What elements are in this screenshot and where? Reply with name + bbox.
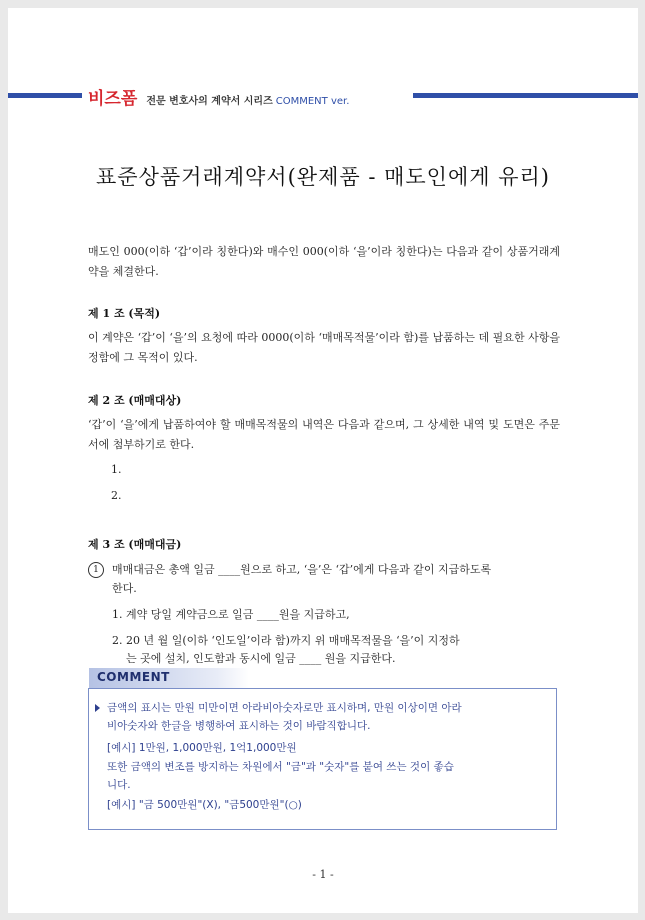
article-1-body: 이 계약은 ‘갑’이 ‘을’의 요청에 따라 0000(이하 ‘매매목적물’이라 함)를 납품하는 데 필요한 사항을 정함에 그 목적이 있다.: [88, 331, 560, 364]
article-2-item-2: 2.: [111, 489, 122, 502]
circle-item-line1: 매매대금은 총액 일금 ____원으로 하고, ‘을’은 ‘갑’에게 다음과 같이 지급하도록: [112, 563, 492, 576]
document-title: 표준상품거래계약서(완제품 - 매도인에게 유리): [96, 165, 550, 189]
comment-line-5: 니다.: [107, 779, 131, 791]
sub-item-1-text: 계약 당일 계약금으로 일금 ____원을 지급하고,: [126, 608, 350, 621]
header-bar-right: [413, 93, 638, 98]
comment-line-2: 비아숫자와 한글을 병행하여 표시하는 것이 바람직합니다.: [107, 720, 371, 732]
circle-number-marker: 1: [88, 562, 104, 578]
comment-tag: [89, 668, 249, 688]
article-3-heading: 제 3 조 (매매대금): [88, 538, 182, 551]
page-number: - 1 -: [312, 868, 334, 881]
article-3-circle-item: [88, 560, 560, 579]
article-3-sub-item-1: [112, 605, 350, 624]
comment-box: [88, 688, 557, 830]
comment-line-1: 금액의 표시는 만원 미만이면 아라비아숫자로만 표시하며, 만원 이상이면 아라: [107, 702, 462, 714]
article-2-heading: 제 2 조 (매매대상): [88, 394, 182, 407]
comment-line-3: [예시] 1만원, 1,000만원, 1억1,000만원: [107, 742, 297, 754]
circle-item-line2: 한다.: [112, 582, 137, 595]
series-text: 전문 변호사의 계약서 시리즈: [146, 96, 273, 107]
bullet-triangle-icon: [95, 704, 100, 712]
document-page: [8, 8, 638, 913]
comment-line-6: [예시] "금 500만원"(X), "금500만원"(○): [107, 799, 302, 811]
series-label: [146, 96, 349, 107]
brand-logo: 비즈폼: [88, 89, 138, 109]
article-2-body: ‘갑’이 ‘을’에게 납품하여야 할 매매목적물의 내역은 다음과 같으며, 그 상세한 내역 및 도면은 주문서에 첨부하기로 한다.: [88, 418, 560, 451]
sub-item-2-line1: 20 년 월 일(이하 ‘인도일’이라 함)까지 위 매매목적물을 ‘을’이 지정하: [126, 634, 460, 647]
sub-item-2-num: 2.: [112, 634, 123, 647]
article-3-sub-item-2: [112, 631, 460, 650]
article-2-item-1: 1.: [111, 463, 122, 476]
sub-item-1-num: 1.: [112, 608, 123, 621]
header-banner: [88, 84, 349, 109]
comment-label: COMMENT: [97, 670, 170, 684]
comment-line-4: 또한 금액의 변조를 방지하는 차원에서 "금"과 "숫자"를 붙여 쓰는 것이 좋습: [107, 761, 454, 773]
article-1-heading: 제 1 조 (목적): [88, 307, 161, 320]
sub-item-2-line2: 는 곳에 설치, 인도함과 동시에 일금 ____ 원을 지급한다.: [126, 652, 396, 665]
header-bar-left: [8, 93, 82, 98]
intro-paragraph: 매도인 000(이하 ‘갑’이라 칭한다)와 매수인 000(이하 ‘을’이라 칭한다)는 다음과 같이 상품거래계약을 체결한다.: [88, 245, 560, 278]
series-en: COMMENT ver.: [275, 96, 350, 107]
